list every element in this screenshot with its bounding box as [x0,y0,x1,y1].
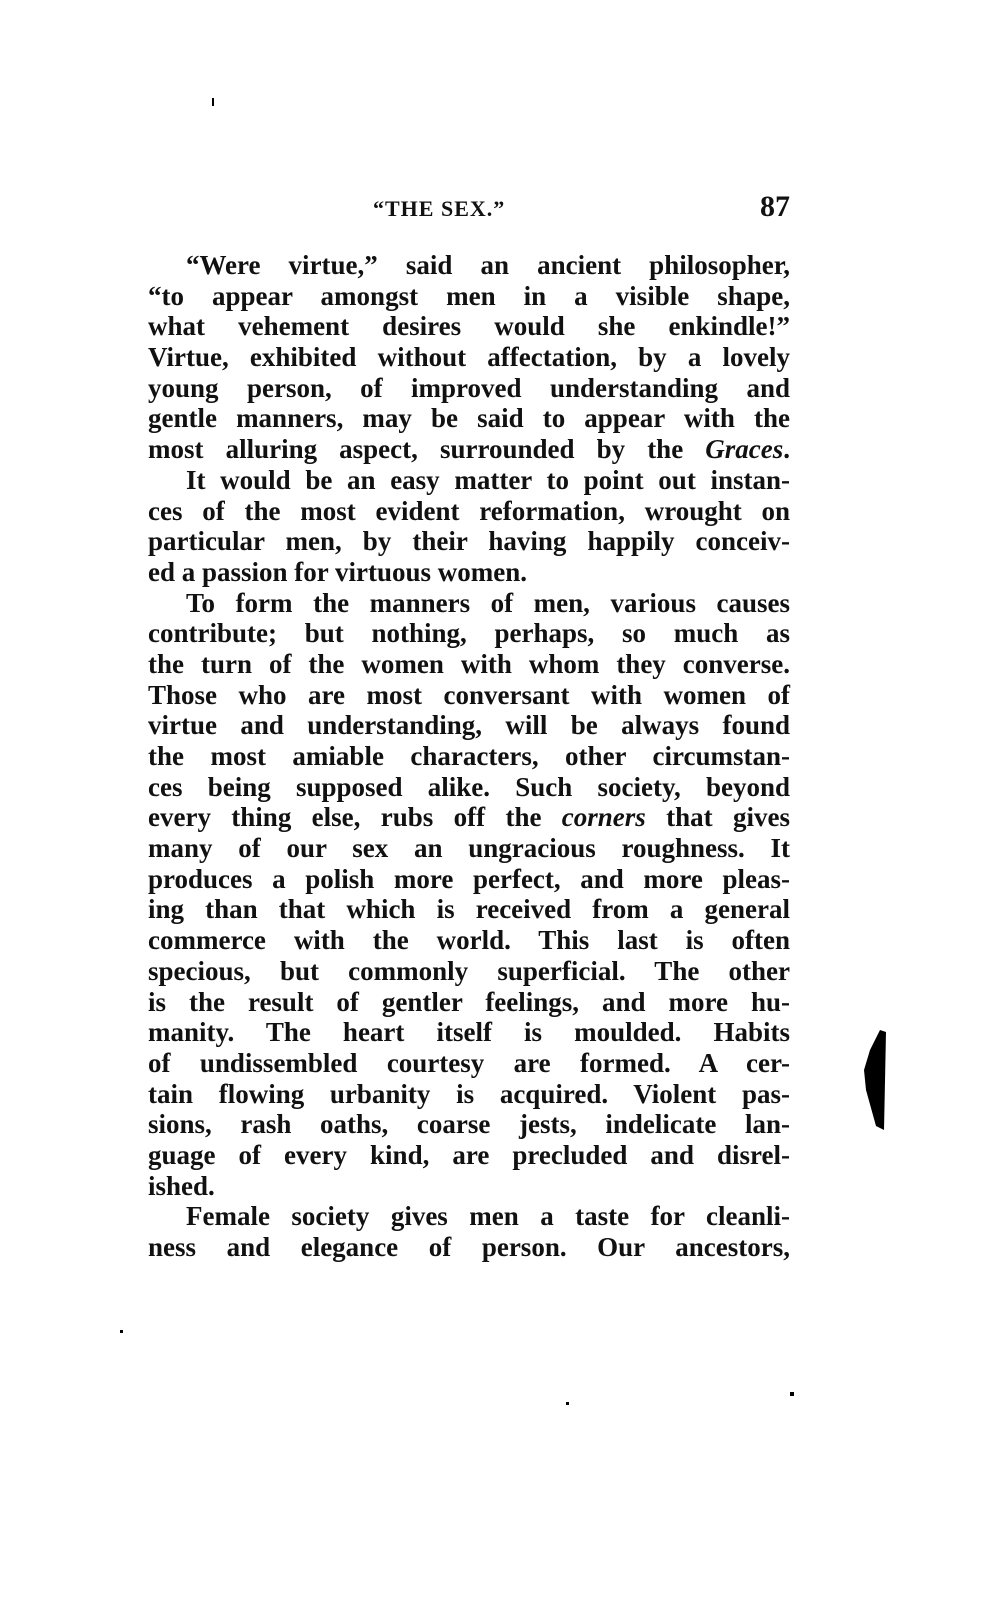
text-segment: that gives [645,802,790,833]
text-line: produces a polish more perfect, and more pleas- [148,863,790,894]
text-line [148,434,790,465]
text-line: virtue and understanding, will be always found [148,710,790,741]
text-line: manity. The heart itself is moulded. Habits [148,1017,790,1048]
text-line: It would be an easy matter to point out instan- [186,464,790,495]
text-line: “to appear amongst men in a visible shape, [148,280,790,311]
text-line: Those who are most conversant with women of [148,679,790,710]
text-line: To form the manners of men, various causes [186,587,790,618]
running-head: “THE SEX.” [373,196,506,221]
page-number: 87 [760,190,790,223]
text-line: what vehement desires would she enkindle!” [148,311,790,342]
text-line [148,802,790,833]
scan-speck [790,1392,794,1396]
text-line: ed a passion for virtuous women. [148,556,528,587]
text-segment: . [783,434,790,465]
text-line: young person, of improved understanding and [148,372,790,403]
text-line: is the result of gentler feelings, and more hu- [148,986,790,1017]
text-line: many of our sex an ungracious roughness. It [148,833,790,864]
text-line: guage of every kind, are precluded and disrel- [148,1139,790,1170]
text-line: Virtue, exhibited without affectation, by a lovely [148,342,790,373]
text-line: ished. [148,1170,215,1201]
text-line: of undissembled courtesy are formed. A cer- [148,1047,790,1078]
italic-text: corners [561,802,646,833]
text-line: sions, rash oaths, coarse jests, indelicate lan- [148,1109,790,1140]
scan-edge-mark [860,1030,886,1130]
text-line: the most amiable characters, other circumstan- [148,741,790,771]
text-segment: every thing else, rubs off the [148,802,562,833]
text-line: “Were virtue,” said an ancient philosopher, [186,250,790,280]
text-line: ing than that which is received from a general [148,894,790,925]
body-text [148,250,790,1263]
text-line: particular men, by their having happily conceiv- [148,526,790,557]
text-line: tain flowing urbanity is acquired. Violent pas- [148,1078,790,1109]
text-segment: most alluring aspect, surrounded by the [148,434,706,465]
text-line: Female society gives men a taste for cleanli- [186,1201,790,1232]
text-line: gentle manners, may be said to appear with the [148,403,790,434]
text-line: contribute; but nothing, perhaps, so much as [148,618,790,649]
scan-speck [566,1402,569,1405]
text-line: ces being supposed alike. Such society, beyond [148,771,790,802]
text-line: commerce with the world. This last is often [148,925,790,956]
text-line: ness and elegance of person. Our ancestors, [148,1232,790,1262]
scan-speck [212,98,214,106]
italic-text: Graces [705,434,784,465]
text-line: specious, but commonly superficial. The other [148,955,790,986]
scan-speck [120,1330,123,1333]
page-header [185,190,790,236]
text-line: the turn of the women with whom they converse. [148,648,790,679]
text-line: ces of the most evident reformation, wrought on [148,495,790,526]
